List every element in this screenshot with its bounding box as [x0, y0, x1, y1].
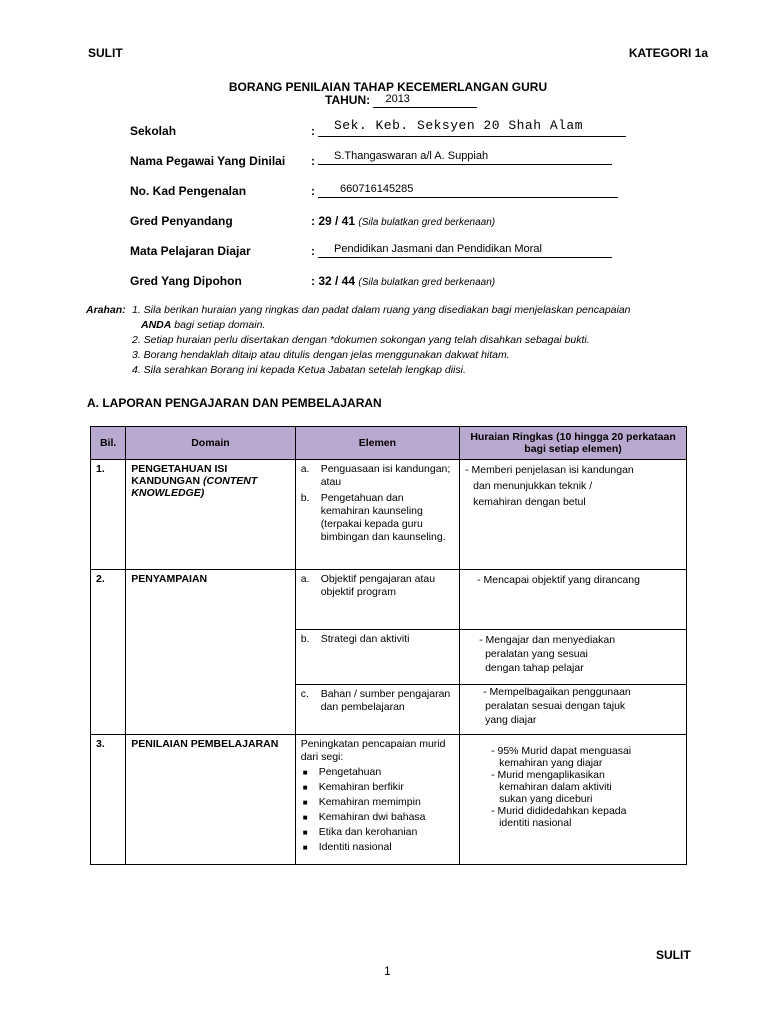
- row2-elemen-a-text: Objektif pengajaran atau objektif program: [320, 573, 436, 598]
- arahan-item-1b: bagi setiap domain.: [174, 319, 266, 331]
- field-colon-kad: :: [311, 184, 315, 198]
- field-colon-sekolah: :: [311, 124, 315, 138]
- row2-huraian-c: [460, 685, 687, 735]
- section-a-title: A. LAPORAN PENGAJARAN DAN PEMBELAJARAN: [87, 396, 382, 410]
- row3-bullet-text: Pengetahuan: [318, 766, 382, 778]
- table-row: [91, 570, 687, 630]
- row1-huraian-line2: dan menunjukkan teknik /: [473, 480, 593, 492]
- field-label-kad: No. Kad Pengenalan: [130, 184, 247, 198]
- table-row: [91, 735, 687, 865]
- row3-elemen: [295, 735, 459, 865]
- arahan-item-4: 4. Sila serahkan Borang ini kepada Ketua Jabatan setelah lengkap diisi.: [132, 364, 466, 376]
- row1-bil: 1.: [91, 460, 126, 570]
- row3-bil: 3.: [91, 735, 126, 865]
- row3-bullet-text: Kemahiran memimpin: [318, 796, 421, 808]
- footer-sulit: SULIT: [656, 948, 691, 962]
- arahan-anda: ANDA: [141, 319, 172, 331]
- arahan-item-1: 1. Sila berikan huraian yang ringkas dan padat dalam ruang yang disediakan bagi menjelaskan pencapaian: [132, 304, 631, 316]
- gred-dipohon: [311, 274, 495, 288]
- col-header-elemen: Elemen: [295, 427, 459, 460]
- row3-huraian-line4: kemahiran dalam aktiviti: [499, 781, 612, 793]
- row2-bil: 2.: [91, 570, 126, 735]
- row2-elemen-a-row: [301, 573, 454, 599]
- field-colon-nama: :: [311, 154, 315, 168]
- field-value-sekolah: Sek. Keb. Seksyen 20 Shah Alam: [318, 119, 626, 137]
- row3-bullet-text: Kemahiran berfikir: [318, 781, 404, 793]
- row2-elemen-a-letter: a.: [300, 573, 310, 585]
- row1-elemen-a-text: Penguasaan isi kandungan; atau: [320, 463, 451, 488]
- row3-bullet: ■ Pengetahuan: [302, 766, 382, 778]
- row1-elemen-b-letter: b.: [300, 492, 310, 504]
- row2-elemen-b-row: [301, 633, 454, 646]
- tahun-label: TAHUN:: [325, 93, 371, 107]
- row2-huraian-a: [460, 570, 687, 630]
- row3-bullet: ■ Kemahiran memimpin: [302, 796, 421, 808]
- row2-elemen-c-text: Bahan / sumber pengajaran dan pembelajaran: [320, 688, 451, 713]
- table-header-row: [91, 427, 687, 460]
- row2-huraian-b-line1: - Mengajar dan menyediakan: [479, 634, 616, 646]
- row2-domain: PENYAMPAIAN: [126, 570, 295, 735]
- row1-elemen-b-text: Pengetahuan dan kemahiran kaunseling (terpakai kepada guru bimbingan dan kaunseling.: [320, 492, 446, 543]
- row3-huraian-line6: - Murid dididedahkan kepada: [491, 805, 627, 817]
- page-number: 1: [384, 964, 391, 978]
- row2-elemen-b-text: Strategi dan aktiviti: [320, 633, 410, 645]
- row2-huraian-c-line1: - Mempelbagaikan penggunaan: [483, 686, 631, 698]
- row1-elemen: [295, 460, 459, 570]
- field-label-gred-dipohon: Gred Yang Dipohon: [130, 274, 242, 288]
- header-sulit: SULIT: [88, 46, 123, 60]
- row3-huraian-line5: sukan yang diceburi: [499, 793, 593, 805]
- field-value-nama: S.Thangaswaran a/l A. Suppiah: [318, 149, 612, 165]
- header-kategori: KATEGORI 1a: [628, 46, 708, 60]
- col-header-huraian: Huraian Ringkas (10 hingga 20 perkataan bagi setiap elemen): [460, 427, 687, 460]
- row1-huraian-line1: - Memberi penjelasan isi kandungan: [465, 464, 634, 476]
- gred-penyandang-note: (Sila bulatkan gred berkenaan): [358, 217, 496, 228]
- col-header-bil: Bil.: [91, 427, 126, 460]
- row2-elemen-a: [295, 570, 459, 630]
- row3-domain: PENILAIAN PEMBELAJARAN: [126, 735, 295, 865]
- gred-dipohon-value: : 32 / 44: [311, 274, 356, 288]
- row3-huraian-line2: kemahiran yang diajar: [499, 757, 603, 769]
- arahan-item-3: 3. Borang hendaklah ditaip atau ditulis dengan jelas menggunakan dakwat hitam.: [132, 349, 510, 361]
- row2-elemen-c-letter: c.: [300, 688, 309, 700]
- row3-huraian: [460, 735, 687, 865]
- row1-elemen-b: [301, 492, 454, 544]
- row2-huraian-c-line3: yang diajar: [485, 714, 537, 726]
- field-label-sekolah: Sekolah: [130, 124, 177, 138]
- tahun-value: 2013: [373, 94, 477, 108]
- row3-huraian-line3: - Murid mengaplikasikan: [491, 769, 605, 781]
- tahun-row: [325, 93, 477, 108]
- row1-domain-italic: (CONTENT KNOWLEDGE): [131, 475, 258, 499]
- row1-domain-text: PENGETAHUAN ISI KANDUNGAN: [131, 463, 228, 487]
- row2-huraian-b: [460, 630, 687, 685]
- row1-elemen-a: [301, 463, 454, 489]
- row1-domain: [126, 460, 295, 570]
- row3-bullet-text: Kemahiran dwi bahasa: [318, 811, 426, 823]
- field-label-gred-penyandang: Gred Penyandang: [130, 214, 233, 228]
- table-row: [91, 460, 687, 570]
- row3-bullet: ■ Etika dan kerohanian: [302, 826, 418, 838]
- field-label-nama: Nama Pegawai Yang Dinilai: [130, 154, 286, 168]
- row2-elemen-c: [295, 685, 459, 735]
- row3-bullet-text: Etika dan kerohanian: [318, 826, 418, 838]
- row3-bullet: ■ Kemahiran dwi bahasa: [302, 811, 426, 823]
- row3-bullet: ■ Kemahiran berfikir: [302, 781, 404, 793]
- row1-huraian: [460, 460, 687, 570]
- row1-elemen-a-letter: a.: [300, 463, 310, 475]
- row2-huraian-b-line2: peralatan yang sesuai: [485, 648, 588, 660]
- row3-bullet: ■ Identiti nasional: [302, 841, 392, 853]
- gred-penyandang-value: : 29 / 41: [311, 214, 356, 228]
- row3-elemen-intro: Peningkatan pencapaian murid dari segi:: [300, 738, 446, 763]
- col-header-domain: Domain: [126, 427, 295, 460]
- row2-elemen-c-row: [301, 688, 454, 714]
- row2-elemen-b: [295, 630, 459, 685]
- row1-huraian-line3: kemahiran dengan betul: [473, 496, 586, 508]
- row2-huraian-c-line2: peralatan sesuai dengan tajuk: [485, 700, 626, 712]
- row3-huraian-line7: identiti nasional: [499, 817, 572, 829]
- arahan-label: Arahan:: [86, 304, 126, 316]
- field-value-mata-pelajaran: Pendidikan Jasmani dan Pendidikan Moral: [318, 242, 612, 258]
- row3-bullet-text: Identiti nasional: [318, 841, 392, 853]
- arahan-item-1-cont: [141, 318, 265, 333]
- arahan-item-2: 2. Setiap huraian perlu disertakan dengan *dokumen sokongan yang telah disahkan sebagai bukti.: [132, 334, 590, 346]
- field-colon-mata-pelajaran: :: [311, 244, 315, 258]
- row2-elemen-b-letter: b.: [300, 633, 310, 645]
- gred-dipohon-note: (Sila bulatkan gred berkenaan): [358, 277, 496, 288]
- field-value-kad: 660716145285: [318, 182, 618, 198]
- form-title: BORANG PENILAIAN TAHAP KECEMERLANGAN GURU: [228, 80, 548, 94]
- gred-penyandang: [311, 214, 495, 228]
- field-label-mata-pelajaran: Mata Pelajaran Diajar: [130, 244, 251, 258]
- row3-huraian-line1: - 95% Murid dapat menguasai: [491, 745, 632, 757]
- laporan-table: [90, 426, 687, 865]
- row2-huraian-a-text: - Mencapai objektif yang dirancang: [477, 574, 640, 586]
- row2-huraian-b-line3: dengan tahap pelajar: [485, 662, 584, 674]
